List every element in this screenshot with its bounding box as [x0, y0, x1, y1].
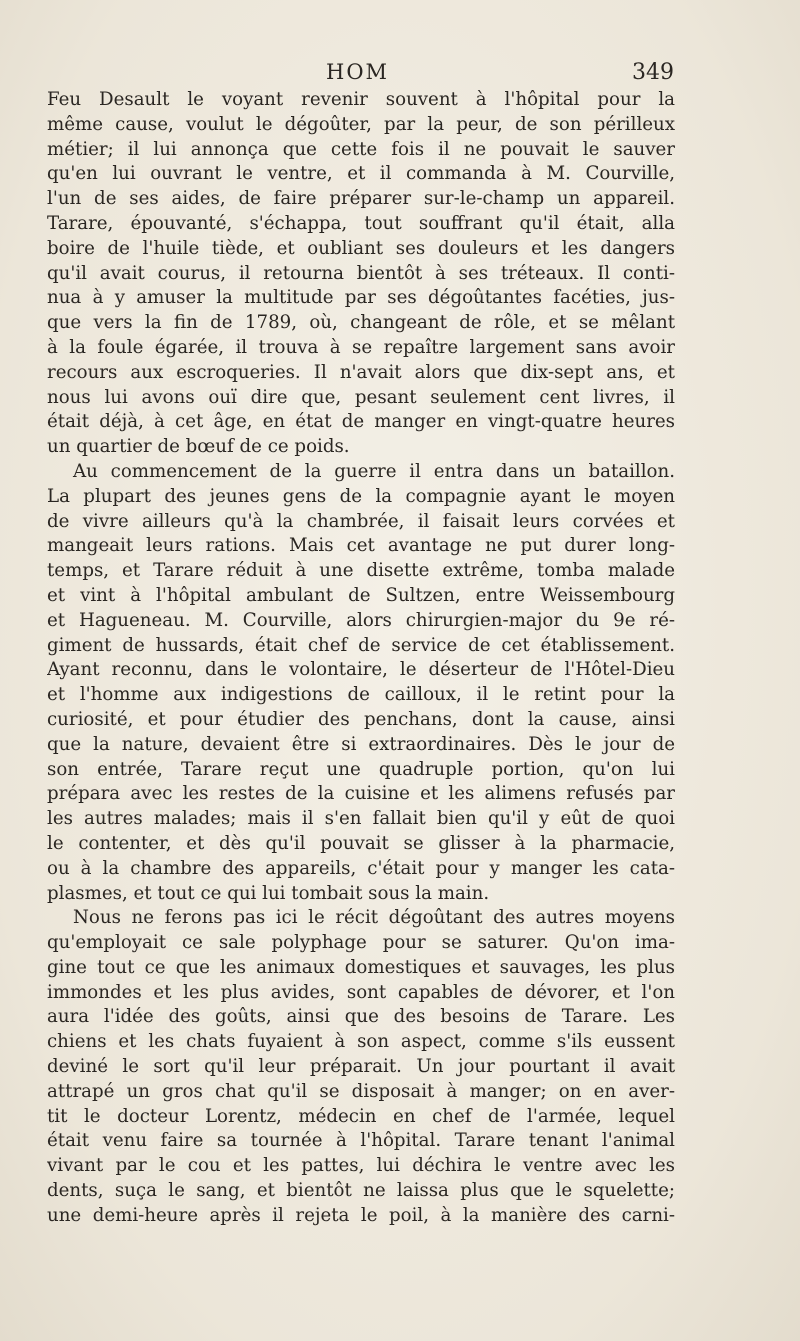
text-line: plasmes, et tout ce qui lui tombait sous la main. — [47, 882, 490, 904]
text-line: qu'il avait courus, il retourna bientôt à ses tréteaux. Il conti- — [47, 262, 675, 284]
text-line: les autres malades; mais il s'en fallait bien qu'il y eût de quoi — [47, 808, 675, 830]
text-line: un quartier de bœuf de ce poids. — [47, 436, 350, 458]
text-line: deviné le sort qu'il leur préparait. Un jour pourtant il avait — [47, 1056, 675, 1078]
text-line: que vers la fin de 1789, où, changeant de rôle, et se mêlant — [47, 312, 675, 334]
text-line: à la foule égarée, il trouva à se repaître largement sans avoir — [47, 336, 675, 358]
page-number: 349 — [632, 60, 674, 85]
text-line: dents, suça le sang, et bientôt ne laissa plus que le squelette; — [47, 1180, 675, 1202]
text-line: l'un de ses aides, de faire préparer sur-le-champ un appareil. — [47, 188, 675, 210]
text-line: vivant par le cou et les pattes, lui déchira le ventre avec les — [47, 1155, 675, 1177]
text-line: ou à la chambre des appareils, c'était pour y manger les cata- — [47, 857, 675, 879]
text-line: Feu Desault le voyant revenir souvent à l'hôpital pour la — [47, 89, 675, 110]
text-line: son entrée, Tarare reçut une quadruple portion, qu'on lui — [47, 758, 675, 780]
text-line: était venu faire sa tournée à l'hôpital. Tarare tenant l'animal — [47, 1130, 675, 1152]
text-line: gine tout ce que les animaux domestiques et sauvages, les plus — [47, 956, 675, 978]
text-line: était déjà, à cet âge, en état de manger en vingt-quatre heures — [47, 411, 675, 433]
text-line: La plupart des jeunes gens de la compagnie ayant le moyen — [47, 485, 675, 507]
text-line: métier; il lui annonça que cette fois il ne pouvait le sauver — [47, 138, 675, 160]
text-line: nua à y amuser la multitude par ses dégoûtantes facéties, jus- — [47, 287, 675, 309]
text-line: Tarare, épouvanté, s'échappa, tout souffrant qu'il était, alla — [47, 212, 675, 234]
text-line: qu'employait ce sale polyphage pour se saturer. Qu'on ima- — [47, 932, 675, 954]
text-line: attrapé un gros chat qu'il se disposait à manger; on en aver- — [47, 1080, 675, 1102]
text-line: aura l'idée des goûts, ainsi que des besoins de Tarare. Les — [47, 1006, 675, 1028]
text-line: mangeait leurs rations. Mais cet avantage ne put durer long- — [47, 535, 675, 557]
text-line: et l'homme aux indigestions de cailloux, il le retint pour la — [47, 684, 675, 706]
text-line: qu'en lui ouvrant le ventre, et il commanda à M. Courville, — [47, 163, 675, 185]
text-line: tit le docteur Lorentz, médecin en chef de l'armée, lequel — [47, 1105, 675, 1127]
text-line: Ayant reconnu, dans le volontaire, le déserteur de l'Hôtel-Dieu — [47, 659, 675, 681]
text-line: nous lui avons ouï dire que, pesant seulement cent livres, il — [47, 386, 675, 408]
text-line: boire de l'huile tiède, et oubliant ses douleurs et les dangers — [47, 237, 675, 259]
text-line: chiens et les chats fuyaient à son aspect, comme s'ils eussent — [47, 1031, 675, 1053]
text-line: de vivre ailleurs qu'à la chambrée, il faisait leurs corvées et — [47, 510, 675, 532]
text-line: le contenter, et dès qu'il pouvait se glisser à la pharmacie, — [47, 832, 675, 854]
text-line: que la nature, devaient être si extraordinaires. Dès le jour de — [47, 733, 675, 755]
text-line: immondes et les plus avides, sont capables de dévorer, et l'on — [47, 981, 675, 1003]
text-line: temps, et Tarare réduit à une disette extrême, tomba malade — [47, 560, 675, 582]
text-line: giment de hussards, était chef de service de cet établissement. — [47, 634, 675, 656]
page-header — [0, 58, 800, 92]
text-line: recours aux escroqueries. Il n'avait alors que dix-sept ans, et — [47, 361, 675, 383]
text-line: une demi-heure après il rejeta le poil, à la manière des carni- — [47, 1204, 675, 1226]
text-line: et vint à l'hôpital ambulant de Sultzen, entre Weissembourg — [47, 584, 675, 606]
text-line: prépara avec les restes de la cuisine et les alimens refusés par — [47, 783, 675, 805]
body-text — [47, 88, 675, 1229]
text-line: même cause, voulut le dégoûter, par la peur, de son périlleux — [47, 113, 675, 135]
text-line: curiosité, et pour étudier des penchans, dont la cause, ainsi — [47, 708, 675, 730]
text-line: et Hagueneau. M. Courville, alors chirurgien-major du 9e ré- — [47, 609, 675, 631]
paragraph-start-line: Au commencement de la guerre il entra dans un bataillon. — [73, 460, 675, 482]
running-head: HOM — [326, 60, 390, 84]
paragraph-start-line: Nous ne ferons pas ici le récit dégoûtant des autres moyens — [73, 907, 675, 929]
